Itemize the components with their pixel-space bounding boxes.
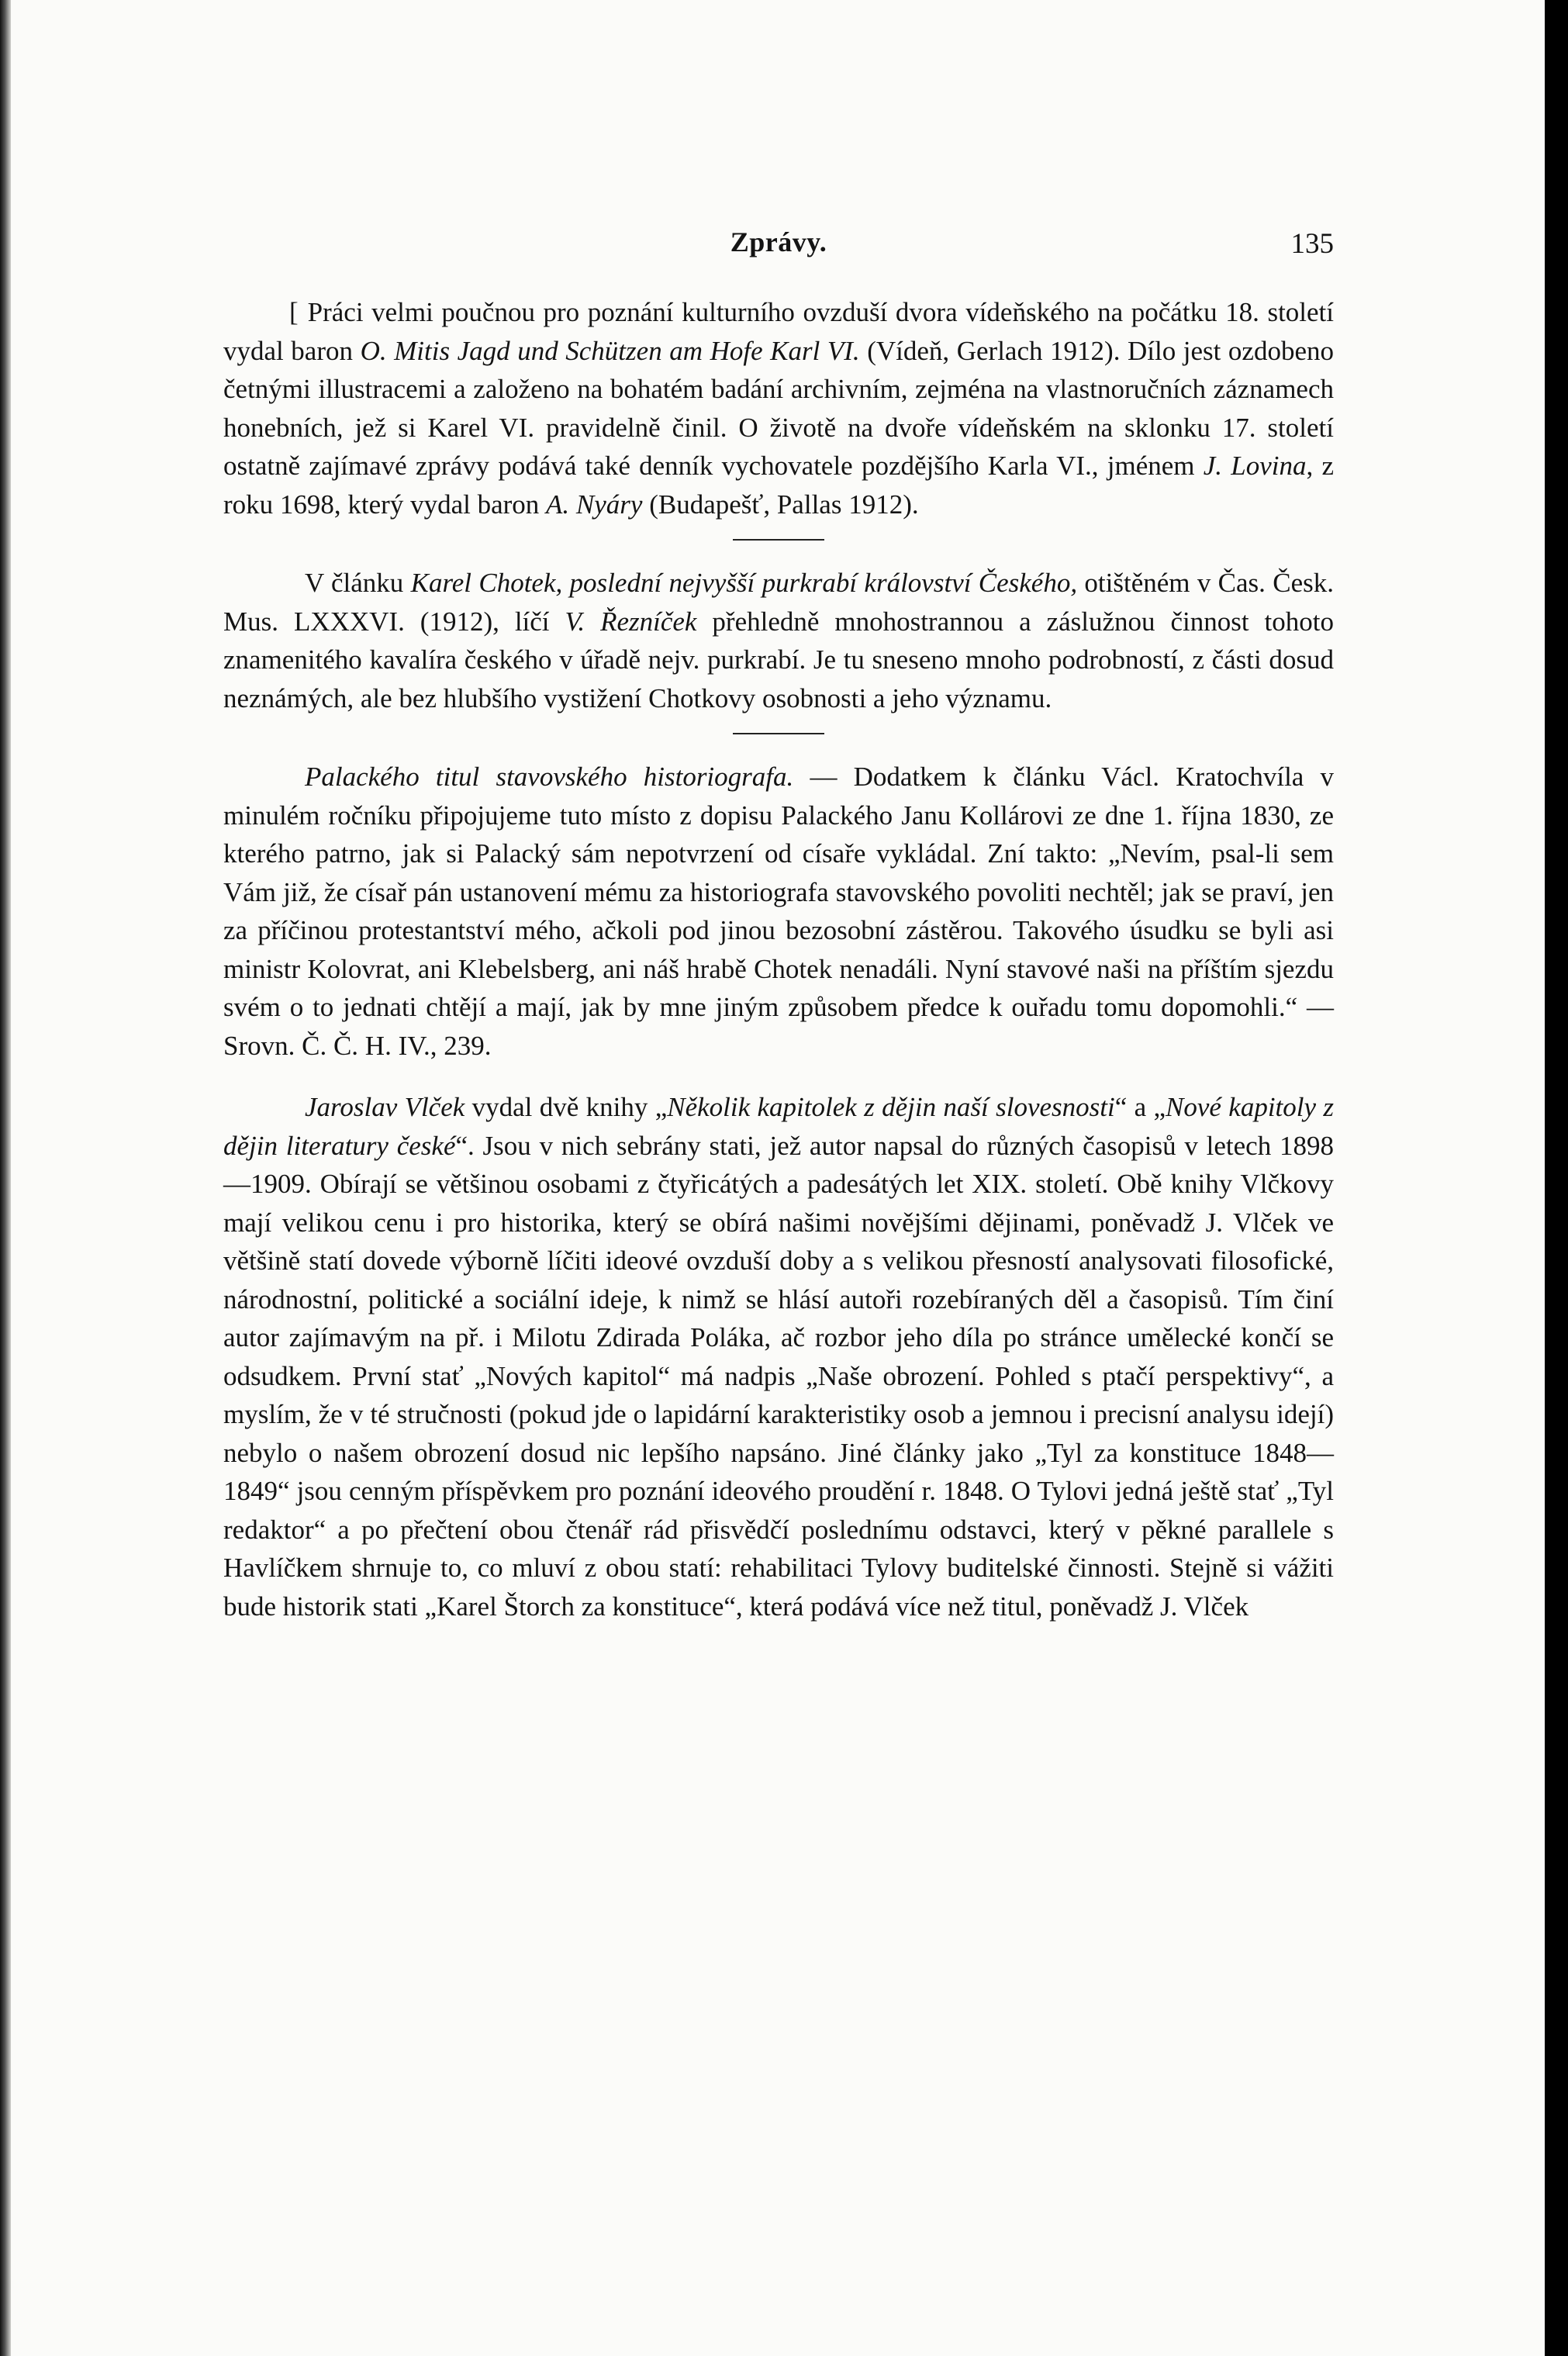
body-text: Práci velmi poučnou pro poznání kulturního ovzduší dvora vídeňského na počátku 18. století vydal baron <box>223 297 1334 366</box>
italic-text: Několik kapitolek z dějin naší slovesnosti <box>667 1092 1115 1122</box>
article-palacky-title <box>223 758 1334 1065</box>
scan-left-edge <box>0 0 11 2356</box>
italic-text: A. Nyáry <box>546 489 643 520</box>
body-text: vydal dvě knihy „ <box>465 1092 668 1122</box>
body-text: otištěném v Čas. Česk. Mus. LXXXVI. (1912), líčí <box>223 568 1334 637</box>
italic-text: V. Řezníček <box>565 606 697 637</box>
book-page <box>11 0 1545 2356</box>
section-separator <box>733 733 824 734</box>
italic-text: Jaroslav Vlček <box>305 1092 465 1122</box>
running-title: Zprávy. <box>730 226 827 257</box>
italic-text: O. Mitis Jagd und Schützen am Hofe Karl VI. <box>360 335 860 366</box>
page-text-block <box>223 223 1334 1625</box>
margin-bracket: [ <box>289 297 299 327</box>
article-vlcek <box>223 1088 1334 1625</box>
body-text: (Vídeň, Gerlach 1912). Dílo jest ozdobeno četnými illustracemi a založeno na bohatém badání archivním, zejména na vlastnoručních záznamech honebních, jež si Karel VI. pravidelně činil. O životě na dvoře vídeňském na sklonku 17. století ostatně zajímavé zprávy podává také denník vychovatele pozdějšího Karla VI., jménem <box>223 335 1334 481</box>
body-text: — Dodatkem k článku Václ. Kratochvíla v minulém ročníku připojujeme tuto místo z dopisu Palackého Janu Kollárovi ze dne 1. října 1830, ze kterého patrno, jak si Palacký sám nepotvrzení od císaře vykládal. Zní takto: „Nevím, psal-li sem Vám již, že císař pán ustanovení mému za historiografa stavovského povoliti nechtěl; jak se praví, jen za příčinou protestantství mého, ačkoli pod jinou bezosobní zástěrou. Takového úsudku se byli asi ministr Kolovrat, ani Klebelsberg, ani náš hrabě Chotek nenadáli. Nyní stavové naši na příštím sjezdu svém o to jednati chtějí a mají, jak by mne jiným způsobem předce k ouřadu tomu dopomohli.“ — Srovn. Č. Č. H. IV., 239. <box>223 762 1335 1061</box>
section-separator <box>733 539 824 541</box>
page-number: 135 <box>1290 228 1334 260</box>
body-text: “ a „ <box>1114 1092 1166 1122</box>
body-text: přehledně mnohostrannou a záslužnou činnost tohoto znamenitého kavalíra českého v úřadě nejv. purkrabí. Je tu sneseno mnoho podrobností, z části dosud neznámých, ale bez hlubšího vystižení Chotkovy osobnosti a jeho významu. <box>223 606 1335 713</box>
body-text: V článku <box>305 568 411 598</box>
article-jagd <box>223 293 1334 523</box>
italic-text: Karel Chotek, poslední nejvyšší purkrabí království Českého, <box>410 568 1078 598</box>
italic-text: J. Lovina <box>1203 451 1307 481</box>
body-text: (Budapešť, Pallas 1912). <box>642 489 919 520</box>
body-text: “. Jsou v nich sebrány stati, jež autor napsal do různých časopisů v letech 1898—1909. Obírají se většinou osobami z čtyřicátých a padesátých let XIX. století. Obě knihy Vlčkovy mají velikou cenu i pro historika, který se obírá našimi novějšími dějinami, poněvadž J. Vlček ve většině statí dovede výborně líčiti ideové ovzduší doby a s velikou přesností analysovati filosofické, národnostní, politické a sociální ideje, k nimž se hlásí autoři rozebíraných děl a časopisů. Tím činí autor zajímavým na př. i Milotu Zdirada Poláka, ač rozbor jeho díla po stránce umělecké končí se odsudkem. První stať „Nových kapitol“ má nadpis „Naše obrození. Pohled s ptačí perspektivy“, a myslím, že v té stručnosti (pokud jde o lapidární karakteristiky osob a jemnou i precisní analysu idejí) nebylo o našem obrození dosud nic lepšího napsáno. Jiné články jako „Tyl za konstituce 1848—1849“ jsou cenným příspěvkem pro poznání ideového proudění r. 1848. O Tylovi jedná ještě stať „Tyl redaktor“ a po přečtení obou čtenář rád přisvědčí poslednímu odstavci, který v pěkné parallele s Havlíčkem shrnuje to, co mluví z obou statí: rehabilitaci Tylovy buditelské činnosti. Stejně si vážiti bude historik stati „Karel Štorch za konstituce“, která podává více než titul, poněvadž J. Vlček <box>223 1130 1334 1622</box>
body-text: , z roku 1698, který vydal baron <box>223 451 1334 520</box>
italic-text: Palackého titul stavovského historiografa. <box>305 762 794 792</box>
italic-text: Nové kapitoly z dějin literatury české <box>223 1092 1335 1161</box>
article-chotek <box>223 564 1334 717</box>
running-head <box>223 223 1334 270</box>
